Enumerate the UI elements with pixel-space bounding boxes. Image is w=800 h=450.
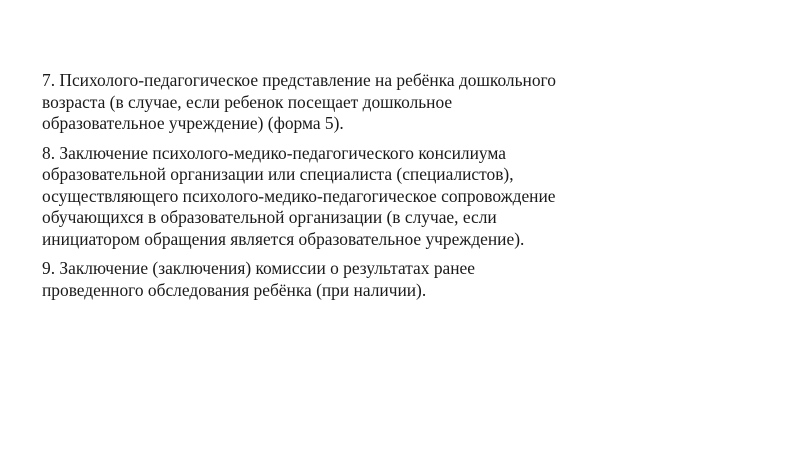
text-line: обучающихся в образовательной организации (в случае, если xyxy=(42,207,497,227)
text-line: 9. Заключение (заключения) комиссии о результатах ранее xyxy=(42,258,475,278)
text-line: 8. Заключение психолого-медико-педагогического консилиума xyxy=(42,142,506,163)
text-line: инициатором обращения является образовательное учреждение). xyxy=(42,228,525,249)
text-line: проведенного обследования ребёнка (при наличии). xyxy=(42,279,427,300)
item-8-paragraph xyxy=(42,143,762,251)
text-line: осуществляющего психолого-медико-педагогическое сопровождение xyxy=(42,185,556,206)
text-line: возраста (в случае, если ребенок посещает дошкольное xyxy=(42,91,453,112)
text-line: образовательное учреждение) (форма 5). xyxy=(42,113,344,133)
document-text xyxy=(42,70,762,309)
text-line: 7. Психолого-педагогическое представление на ребёнка дошкольного xyxy=(42,70,556,90)
item-7-paragraph xyxy=(42,70,762,135)
item-9-paragraph xyxy=(42,258,762,301)
text-line: образовательной организации или специалиста (специалистов), xyxy=(42,164,514,184)
